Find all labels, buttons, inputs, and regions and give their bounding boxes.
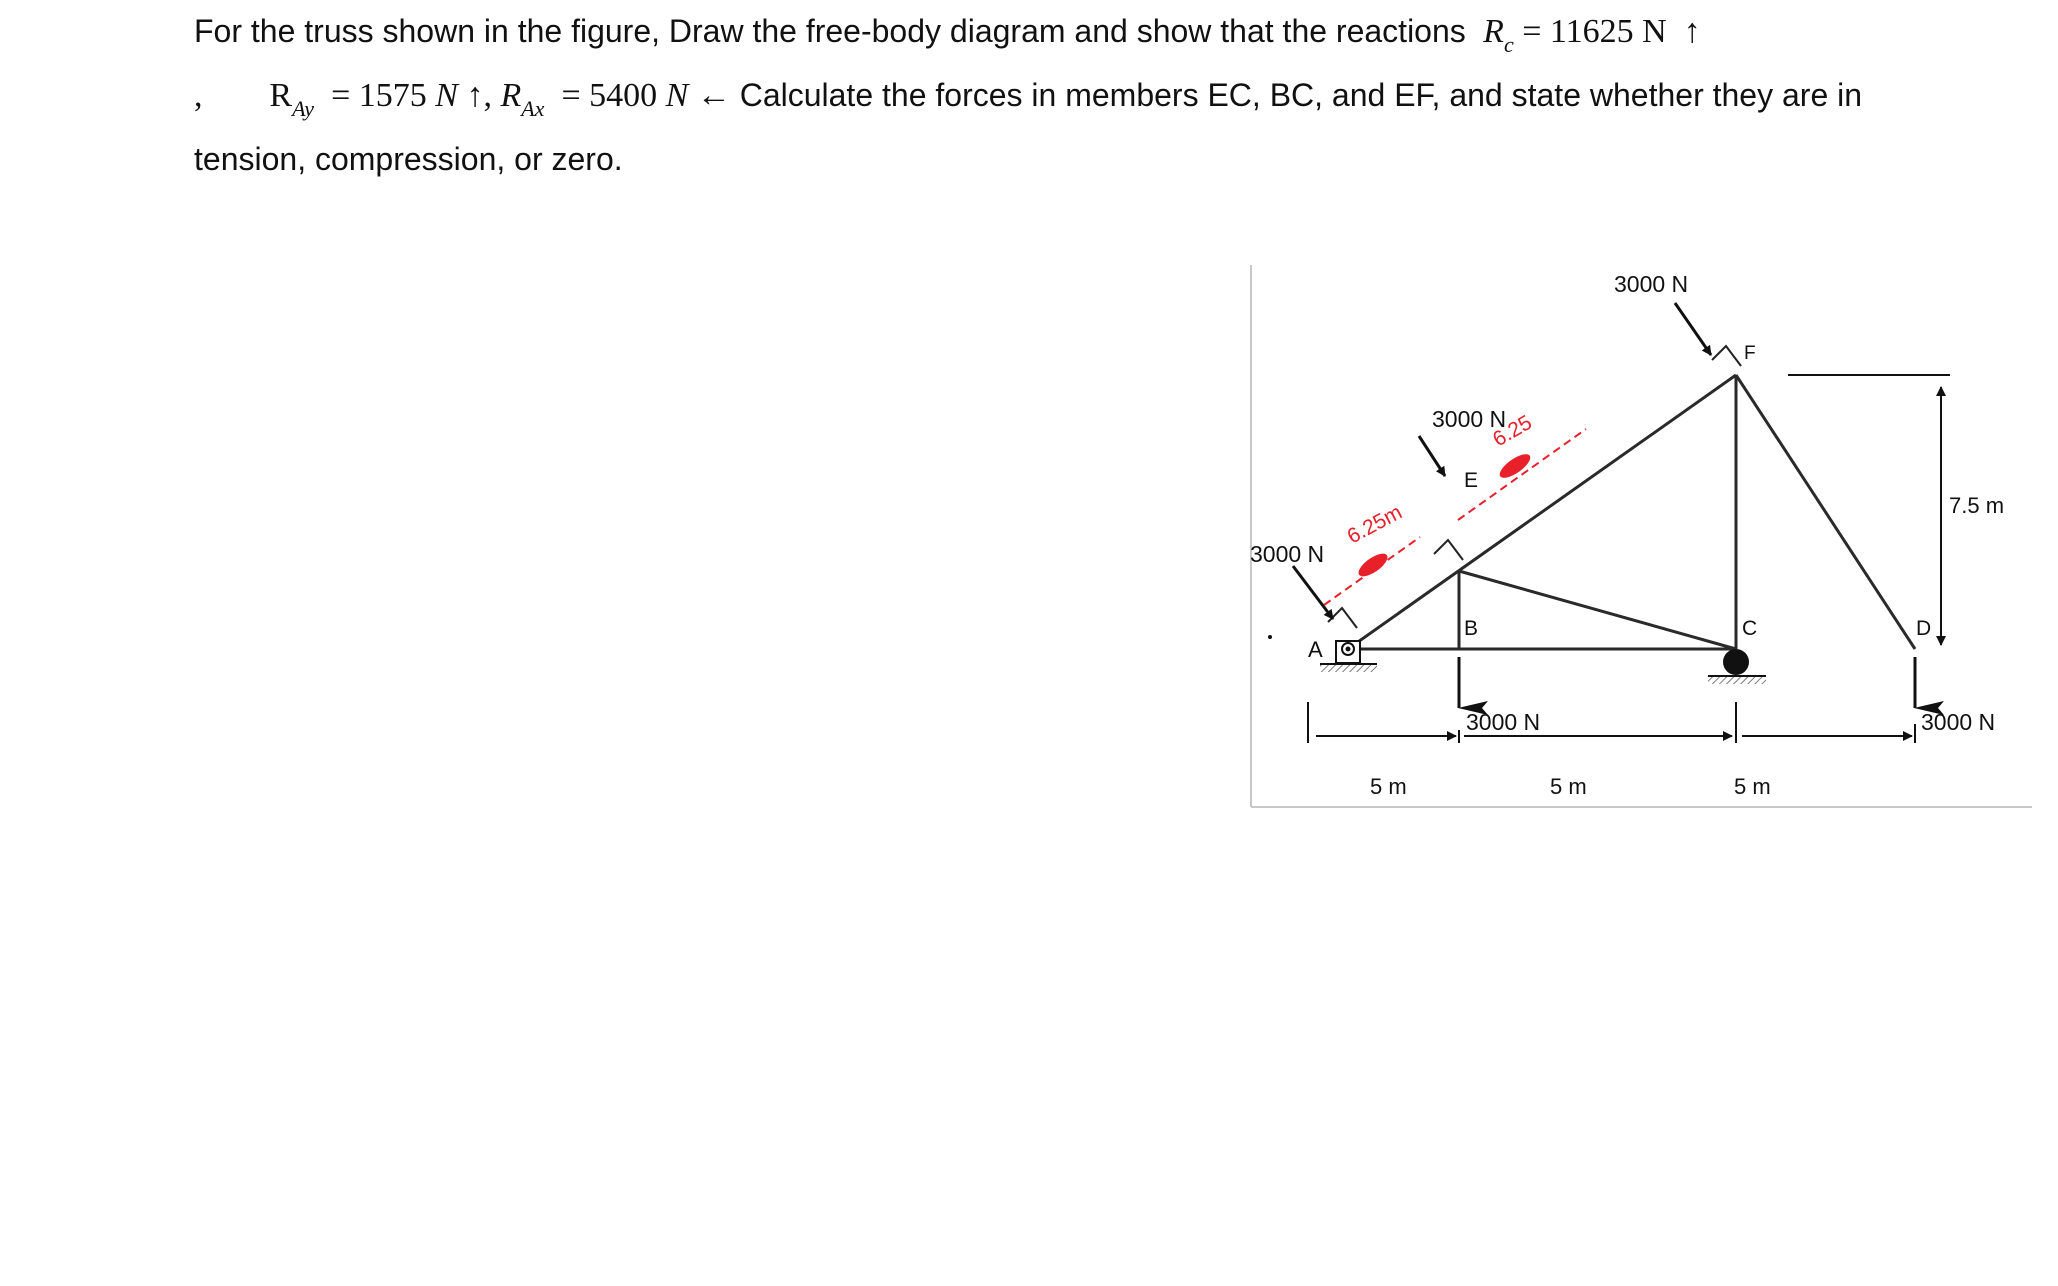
load-arrow-f xyxy=(1675,303,1711,355)
dim-label-height: 7.5 m xyxy=(1949,493,2005,518)
annot-label-ae: 6.25m xyxy=(1343,500,1406,549)
node-label-c: C xyxy=(1742,617,1758,640)
dim-label-cd: 5 m xyxy=(1734,774,1771,799)
right-angle-markers xyxy=(1328,346,1741,628)
rc-value: = 11625 N xyxy=(1522,13,1667,50)
node-label-a: A xyxy=(1308,637,1323,662)
task-text-1: Calculate the forces in members EC, BC, and EF, and state whether they are in xyxy=(739,77,1863,113)
red-mark-ef xyxy=(1496,450,1534,482)
dim-label-ab: 5 m xyxy=(1370,774,1407,799)
rc-arrow-icon: ↑ xyxy=(1683,13,1701,50)
node-label-f: F xyxy=(1744,343,1756,364)
rax-symbol: R xyxy=(500,77,522,114)
load-label-a: 3000 N xyxy=(1250,541,1325,567)
member-fd xyxy=(1736,375,1915,649)
ray-symbol: R xyxy=(269,77,293,114)
problem-statement xyxy=(194,6,2034,184)
rax-subscript: Ax xyxy=(521,96,545,121)
rax-value: = 5400 xyxy=(561,77,658,114)
truss-svg xyxy=(1250,262,2034,810)
problem-line-3 xyxy=(194,134,2034,184)
load-label-e: 3000 N xyxy=(1432,406,1507,432)
node-label-e: E xyxy=(1464,469,1479,492)
comma-mark: , xyxy=(194,77,203,114)
rax-arrow-icon: ← xyxy=(696,77,731,114)
right-angle-e xyxy=(1434,540,1463,560)
load-label-f: 3000 N xyxy=(1614,271,1689,297)
problem-line-1 xyxy=(194,6,2034,70)
annot-label-ef: 6.25 xyxy=(1489,410,1536,452)
task-text-2: tension, compression, or zero. xyxy=(194,141,623,177)
node-label-d: D xyxy=(1916,617,1932,640)
roller-support-c xyxy=(1708,649,1766,684)
ray-subscript: Ay xyxy=(292,96,315,121)
rax-unit: N xyxy=(665,77,689,114)
dimensions xyxy=(1308,375,2004,799)
ray-arrow-icon: ↑, xyxy=(466,77,492,114)
rc-symbol: R xyxy=(1483,13,1504,50)
load-arrow-e xyxy=(1419,436,1445,476)
reaction-ray xyxy=(269,77,731,121)
reaction-rc xyxy=(1475,13,1701,57)
node-label-b: B xyxy=(1464,617,1479,640)
ray-unit: N xyxy=(435,77,458,114)
member-top-chord-aef xyxy=(1348,375,1736,649)
ray-value: = 1575 xyxy=(331,77,427,114)
member-ec xyxy=(1459,571,1736,649)
right-angle-f xyxy=(1712,346,1741,366)
rc-subscript: c xyxy=(1503,32,1514,57)
stray-dot xyxy=(1268,635,1272,639)
red-mark-ae xyxy=(1355,550,1391,581)
truss-figure xyxy=(1250,262,2034,815)
dim-label-bc: 5 m xyxy=(1550,774,1587,799)
load-label-b: 3000 N xyxy=(1466,709,1541,735)
problem-intro: For the truss shown in the figure, Draw the free-body diagram and show that the reactions xyxy=(194,13,1466,49)
pin-support-a xyxy=(1320,641,1377,672)
load-arrow-a xyxy=(1293,566,1333,619)
load-label-d: 3000 N xyxy=(1921,709,1996,735)
problem-line-2 xyxy=(194,70,2034,134)
